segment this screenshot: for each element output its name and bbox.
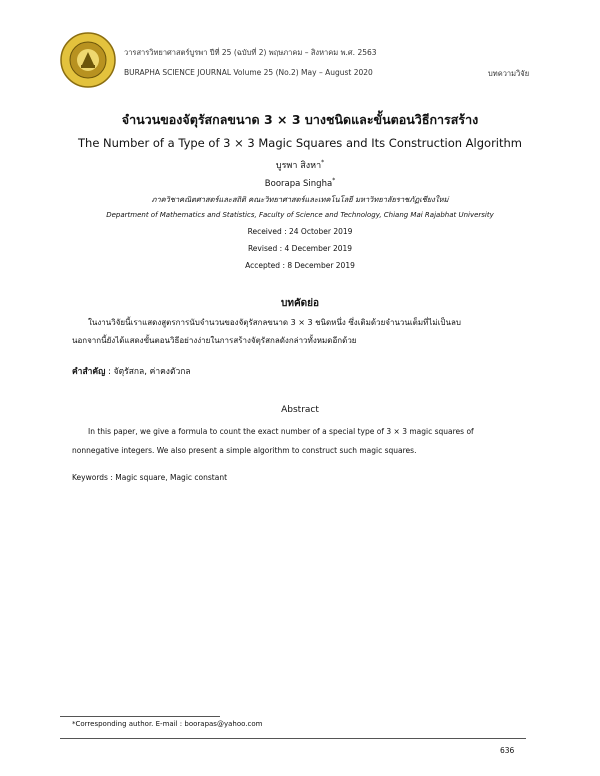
abstract-english-line-2: nonnegative integers. We also present a simple algorithm to construct such magic squares. <box>72 446 417 455</box>
accepted-date: Accepted : 8 December 2019 <box>245 261 355 270</box>
abstract-english-heading: Abstract <box>281 405 319 415</box>
author-name-english: Boorapa Singha <box>264 178 333 189</box>
page-divider <box>60 738 526 739</box>
keywords-thai-label: คำสำคัญ <box>72 367 106 377</box>
article-type: บทความวิจัย <box>488 69 530 78</box>
footnote-divider <box>60 716 220 717</box>
abstract-thai-line-1: ในงานวิจัยนี้เราแสดงสูตรการนับจำนวนของจัตุรัสกลขนาด 3 × 3 ชนิดหนึ่ง ซึ่งเติมด้วยจำนวนเต็มที่ไม่เป็นลบ <box>88 318 461 327</box>
keywords-thai-sep: : <box>105 367 114 377</box>
keywords-thai <box>72 364 191 378</box>
author-mark-english: * <box>332 177 336 184</box>
keywords-english-text: Magic square, Magic constant <box>115 473 228 482</box>
keywords-thai-text: จัตุรัสกล, ค่าคงตัวกล <box>113 367 191 377</box>
abstract-thai-heading: บทคัดย่อ <box>281 298 319 309</box>
keywords-english <box>72 473 227 482</box>
author-name-thai: บูรพา สิงหา <box>275 161 322 171</box>
journal-header-thai: วารสารวิทยาศาสตร์บูรพา ปีที่ 25 (ฉบับที่ 2) พฤษภาคม – สิงหาคม พ.ศ. 2563 <box>124 48 377 57</box>
title-thai: จำนวนของจัตุรัสกลขนาด 3 × 3 บางชนิดและขั้นตอนวิธีการสร้าง <box>121 112 479 127</box>
journal-logo <box>60 32 116 88</box>
author-english <box>0 177 600 189</box>
title-english: The Number of a Type of 3 × 3 Magic Squares and Its Construction Algorithm <box>78 136 522 150</box>
keywords-english-label: Keywords : <box>72 473 116 482</box>
affiliation-thai: ภาควิชาคณิตศาสตร์และสถิติ คณะวิทยาศาสตร์และเทคโนโลยี มหาวิทยาลัยราชภัฏเชียงใหม่ <box>151 195 449 204</box>
abstract-thai-line-2: นอกจากนี้ยังได้แสดงขั้นตอนวิธีอย่างง่ายในการสร้างจัตุรัสกลดังกล่าวทั้งหมดอีกด้วย <box>72 336 357 345</box>
journal-header-english: BURAPHA SCIENCE JOURNAL Volume 25 (No.2) May – August 2020 <box>124 68 373 77</box>
revised-date: Revised : 4 December 2019 <box>247 244 353 253</box>
author-thai <box>0 158 600 172</box>
page-number: 636 <box>500 746 515 755</box>
affiliation-english: Department of Mathematics and Statistics, Faculty of Science and Technology, Chiang Mai Rajabhat University <box>106 211 494 219</box>
abstract-english-line-1: In this paper, we give a formula to count the exact number of a special type of 3 × 3 magic squares of <box>88 427 474 436</box>
author-mark: * <box>321 159 325 166</box>
corresponding-author-footnote: *Corresponding author. E-mail : boorapas@yahoo.com <box>72 720 263 728</box>
received-date: Received : 24 October 2019 <box>247 227 353 236</box>
